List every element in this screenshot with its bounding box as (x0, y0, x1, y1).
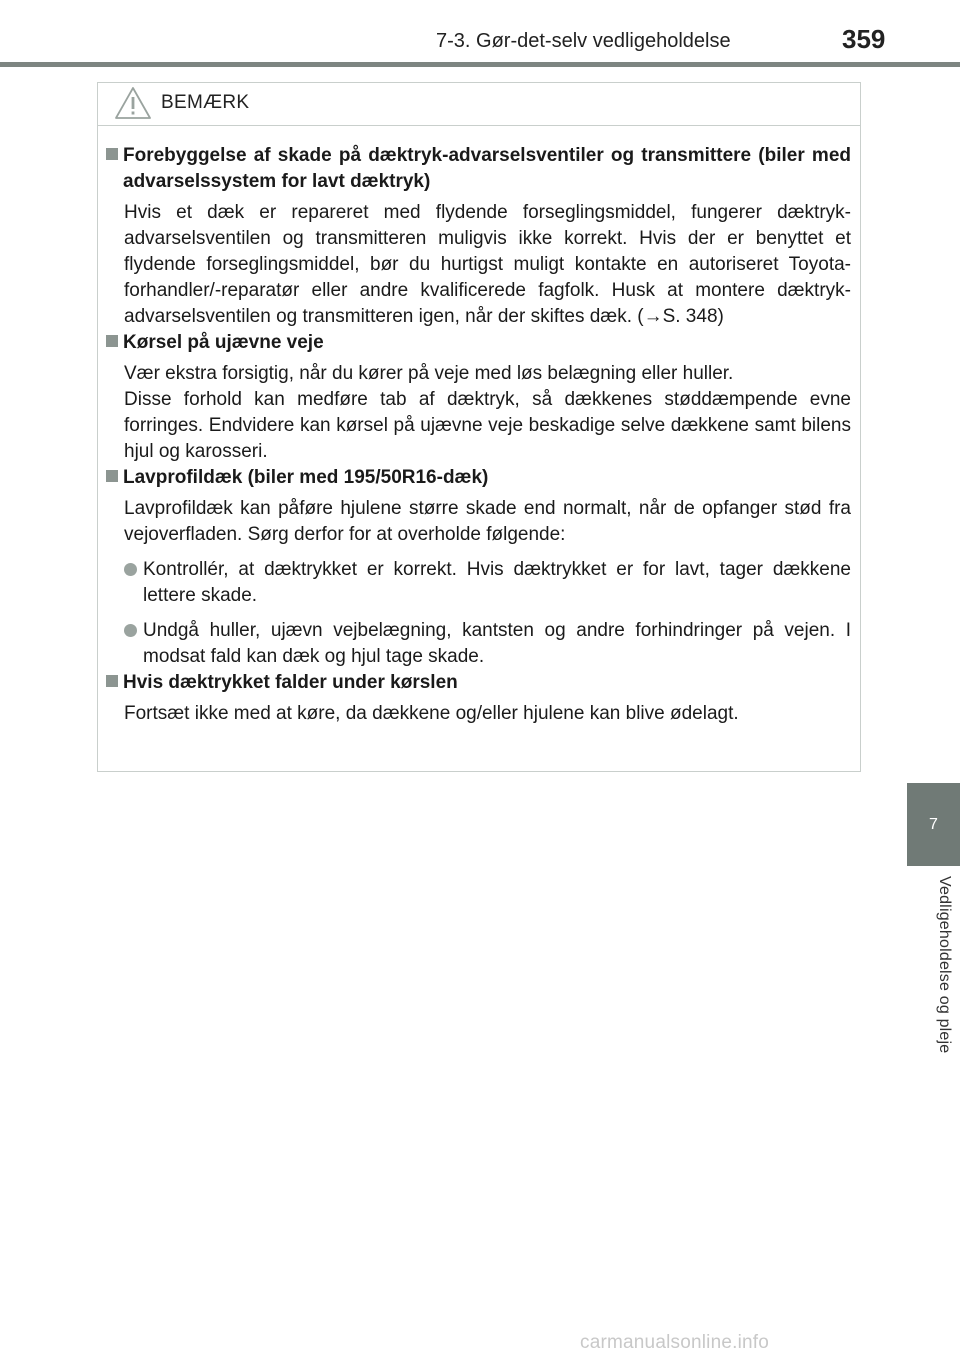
page-number: 359 (842, 24, 886, 54)
section-paragraph: Hvis et dæk er repareret med flydende forseglingsmiddel, fungerer dæktryk-advarselsventilen og transmitteren muligvis ikke korrekt. Hvis der er benyttet et flydende forseglingsmiddel, bør du hurtigst muligt kontakte en autoriseret Toyota-forhandler/-reparatør eller andre kvalificerede fagfolk. Husk at montere dæktryk-advarselsventilen og transmitteren igen, når der skiftes dæk. (→S. 348) (124, 202, 851, 327)
section-paragraph: Fortsæt ikke med at køre, da dækkene og/eller hjulene kan blive ødelagt. (124, 703, 739, 724)
section-heading-text: Hvis dæktrykket falder under kørslen (123, 672, 458, 693)
watermark: carmanualsonline.info (580, 1332, 770, 1353)
chapter-tab[interactable] (907, 783, 960, 866)
notice-header (98, 83, 860, 126)
section-paragraph: Disse forhold kan medføre tab af dæktryk, så dækkenes støddæmpende evne forringes. Endvidere kan kørsel på ujævne veje beskadige selve dækkene samt bilens hjul og karosseri. (124, 389, 851, 462)
header-rule (0, 62, 960, 67)
header-section-title: 7-3. Gør-det-selv vedligeholdelse (436, 30, 731, 52)
chapter-number: 7 (929, 815, 938, 833)
section-heading (106, 465, 851, 491)
chapter-title: Vedligeholdelse og pleje (936, 876, 953, 1054)
square-bullet-icon (106, 335, 118, 347)
list-item-text: Undgå huller, ujævn vejbelægning, kantsten og andre forhindringer på vejen. I modsat fald kan dæk og hjul tage skade. (143, 620, 851, 667)
section-heading-text: Lavprofildæk (biler med 195/50R16-dæk) (123, 467, 489, 488)
circle-bullet-icon (124, 624, 137, 637)
notice-section (106, 330, 851, 465)
notice-section (106, 465, 851, 670)
list-item (124, 618, 851, 670)
notice-title: BEMÆRK (161, 92, 250, 113)
square-bullet-icon (106, 148, 118, 160)
notice-body (98, 126, 860, 727)
notice-section (106, 143, 851, 330)
warning-triangle-icon (114, 86, 152, 120)
list-item (124, 557, 851, 609)
section-heading-text: Forebyggelse af skade på dæktryk-advarselsventiler og transmittere (biler med advarselssystem for lavt dæktryk) (123, 145, 851, 192)
section-heading (106, 670, 851, 696)
section-paragraph: Lavprofildæk kan påføre hjulene større skade end normalt, når de opfanger stød fra vejoverfladen. Sørg derfor for at overholde følgende: (124, 498, 851, 545)
list-item-text: Kontrollér, at dæktrykket er korrekt. Hvis dæktrykket er for lavt, tager dækkene lettere skade. (143, 559, 851, 606)
notice-section (106, 670, 851, 727)
section-heading (106, 330, 851, 356)
circle-bullet-icon (124, 563, 137, 576)
square-bullet-icon (106, 470, 118, 482)
section-paragraph: Vær ekstra forsigtig, når du kører på veje med løs belægning eller huller. (124, 363, 734, 384)
notice-box (97, 82, 861, 772)
section-heading (106, 143, 851, 195)
section-heading-text: Kørsel på ujævne veje (123, 332, 324, 353)
square-bullet-icon (106, 675, 118, 687)
